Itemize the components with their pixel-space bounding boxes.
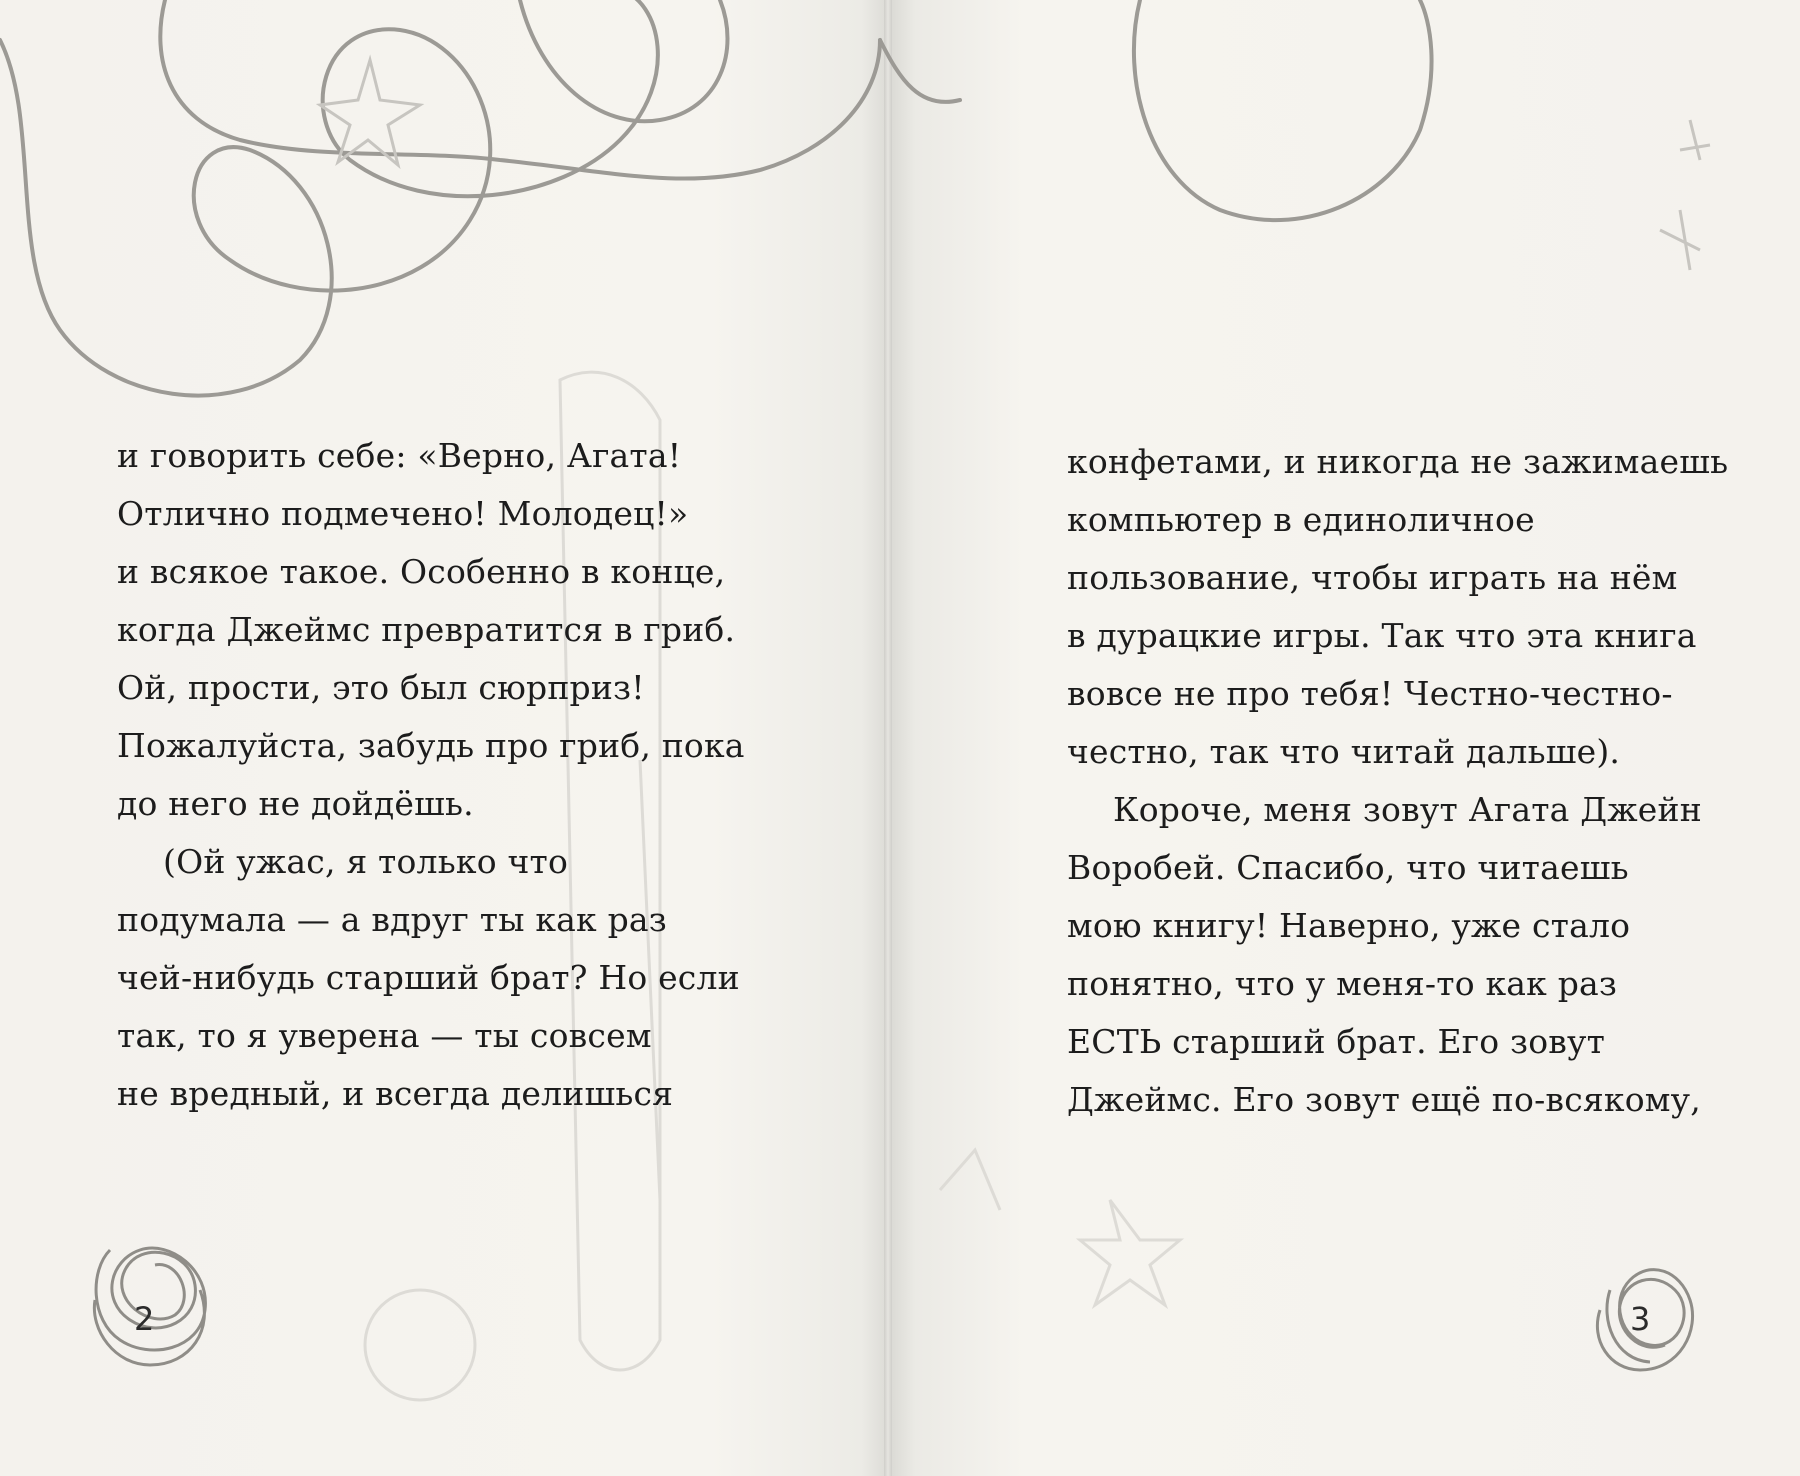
right-page-text: [1067, 433, 1767, 1129]
text-line: подумала — а вдруг ты как раз: [117, 900, 667, 939]
text-line: ЕСТЬ старший брат. Его зовут: [1067, 1022, 1606, 1061]
text-line: мою книгу! Наверно, уже стало: [1067, 906, 1631, 945]
page-number-right: 3: [1630, 1300, 1651, 1338]
text-line: когда Джеймс превратится в гриб.: [117, 610, 736, 649]
page-number-left: 2: [134, 1300, 155, 1338]
text-line: вовсе не про тебя! Честно-честно-: [1067, 674, 1673, 713]
text-line: конфетами, и никогда не зажимаешь: [1067, 442, 1729, 481]
text-line: Отлично подмечено! Молодец!»: [117, 494, 689, 533]
text-line: Джеймс. Его зовут ещё по-всякому,: [1067, 1080, 1701, 1119]
text-line: понятно, что у меня-то как раз: [1067, 964, 1618, 1003]
text-line: Пожалуйста, забудь про гриб, пока: [117, 726, 745, 765]
text-line: в дурацкие игры. Так что эта книга: [1067, 616, 1697, 655]
text-line: Воробей. Спасибо, что читаешь: [1067, 848, 1629, 887]
text-line: чей-нибудь старший брат? Но если: [117, 958, 740, 997]
text-line: и всякое такое. Особенно в конце,: [117, 552, 726, 591]
left-page-text: [117, 427, 817, 1123]
text-line: и говорить себе: «Верно, Агата!: [117, 436, 682, 475]
text-line: пользование, чтобы играть на нём: [1067, 558, 1678, 597]
text-line: так, то я уверена — ты совсем: [117, 1016, 652, 1055]
text-line: (Ой ужас, я только что: [163, 842, 569, 881]
text-line: Короче, меня зовут Агата Джейн: [1113, 790, 1702, 829]
text-line: не вредный, и всегда делишься: [117, 1074, 674, 1113]
text-line: до него не дойдёшь.: [117, 784, 474, 823]
book-gutter: [884, 0, 892, 1476]
text-line: компьютер в единоличное: [1067, 500, 1535, 539]
text-line: Ой, прости, это был сюрприз!: [117, 668, 645, 707]
text-line: честно, так что читай дальше).: [1067, 732, 1621, 771]
